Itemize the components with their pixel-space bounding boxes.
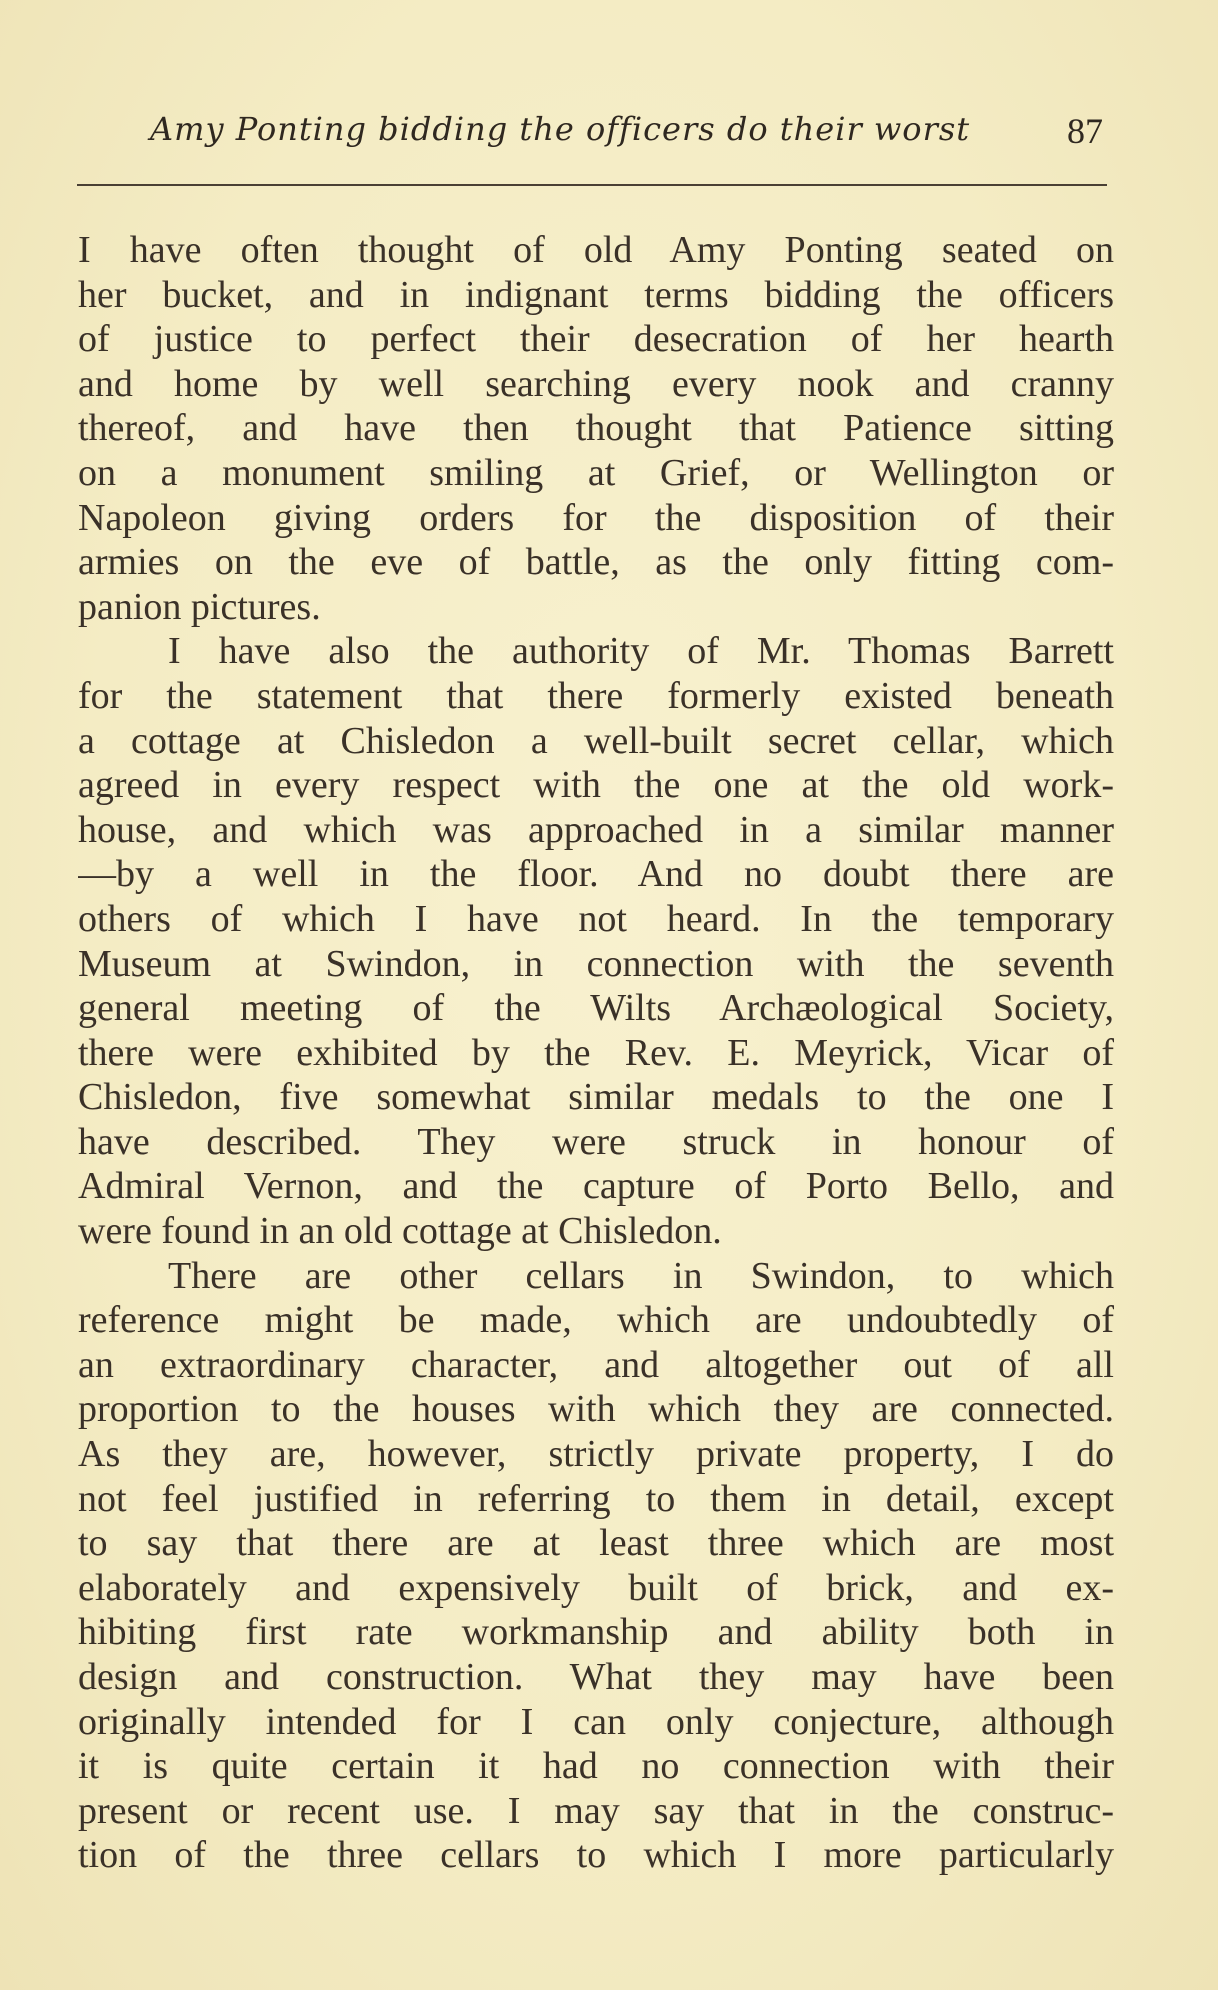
text-line: it is quite certain it had no connection with their [78, 1745, 1114, 1788]
text-line: proportion to the houses with which they are connected. [78, 1388, 1114, 1431]
text-line: were found in an old cottage at Chisledon. [78, 1210, 722, 1253]
text-line: for the statement that there formerly existed beneath [78, 674, 1114, 717]
text-line: elaborately and expensively built of brick, and ex- [78, 1566, 1114, 1609]
text-line: Museum at Swindon, in connection with the seventh [78, 942, 1114, 985]
text-line: not feel justified in referring to them in detail, except [78, 1477, 1114, 1520]
text-line: general meeting of the Wilts Archæological Society, [78, 987, 1114, 1030]
text-line: agreed in every respect with the one at the old work- [78, 764, 1114, 807]
text-line: present or recent use. I may say that in the construc- [78, 1789, 1114, 1832]
page-header [76, 108, 1111, 160]
text-line: her bucket, and in indignant terms bidding the officers [78, 273, 1114, 316]
text-line: panion pictures. [78, 585, 321, 628]
text-line: reference might be made, which are undoubtedly of [78, 1299, 1114, 1342]
text-line: As they are, however, strictly private property, I do [78, 1433, 1114, 1476]
text-line: house, and which was approached in a similar manner [78, 808, 1114, 851]
text-line: I have also the authority of Mr. Thomas Barrett [168, 630, 1114, 673]
text-line: I have often thought of old Amy Ponting seated on [78, 229, 1114, 271]
text-line: an extraordinary character, and altogether out of all [78, 1343, 1114, 1386]
running-head: Amy Ponting bidding the officers do their worst [150, 110, 971, 148]
text-line: of justice to perfect their desecration of her hearth [78, 318, 1114, 361]
page-number: 87 [1067, 111, 1103, 151]
text-line: a cottage at Chisledon a well-built secret cellar, which [78, 719, 1114, 762]
text-line: others of which I have not heard. In the temporary [78, 897, 1114, 940]
text-line: to say that there are at least three which are most [78, 1522, 1114, 1565]
text-line: Napoleon giving orders for the disposition of their [78, 496, 1114, 539]
text-line: Admiral Vernon, and the capture of Porto Bello, and [78, 1165, 1114, 1208]
text-line: originally intended for I can only conjecture, although [78, 1700, 1114, 1743]
text-line: and home by well searching every nook and cranny [78, 362, 1114, 405]
text-line: on a monument smiling at Grief, or Wellington or [78, 451, 1114, 494]
text-line: hibiting first rate workmanship and ability both in [78, 1611, 1114, 1654]
text-line: There are other cellars in Swindon, to which [168, 1254, 1114, 1297]
text-line: tion of the three cellars to which I more particularly [78, 1834, 1114, 1877]
text-line: Chisledon, five somewhat similar medals to the one I [78, 1076, 1114, 1119]
text-line: have described. They were struck in honour of [78, 1120, 1114, 1163]
text-line: thereof, and have then thought that Patience sitting [78, 407, 1114, 450]
text-line: design and construction. What they may have been [78, 1656, 1114, 1698]
text-line: armies on the eve of battle, as the only fitting com- [78, 541, 1114, 584]
text-line: there were exhibited by the Rev. E. Meyrick, Vicar of [78, 1031, 1114, 1074]
text-line: —by a well in the floor. And no doubt there are [78, 853, 1114, 896]
header-rule [77, 184, 1107, 186]
body-text [78, 228, 1114, 1878]
